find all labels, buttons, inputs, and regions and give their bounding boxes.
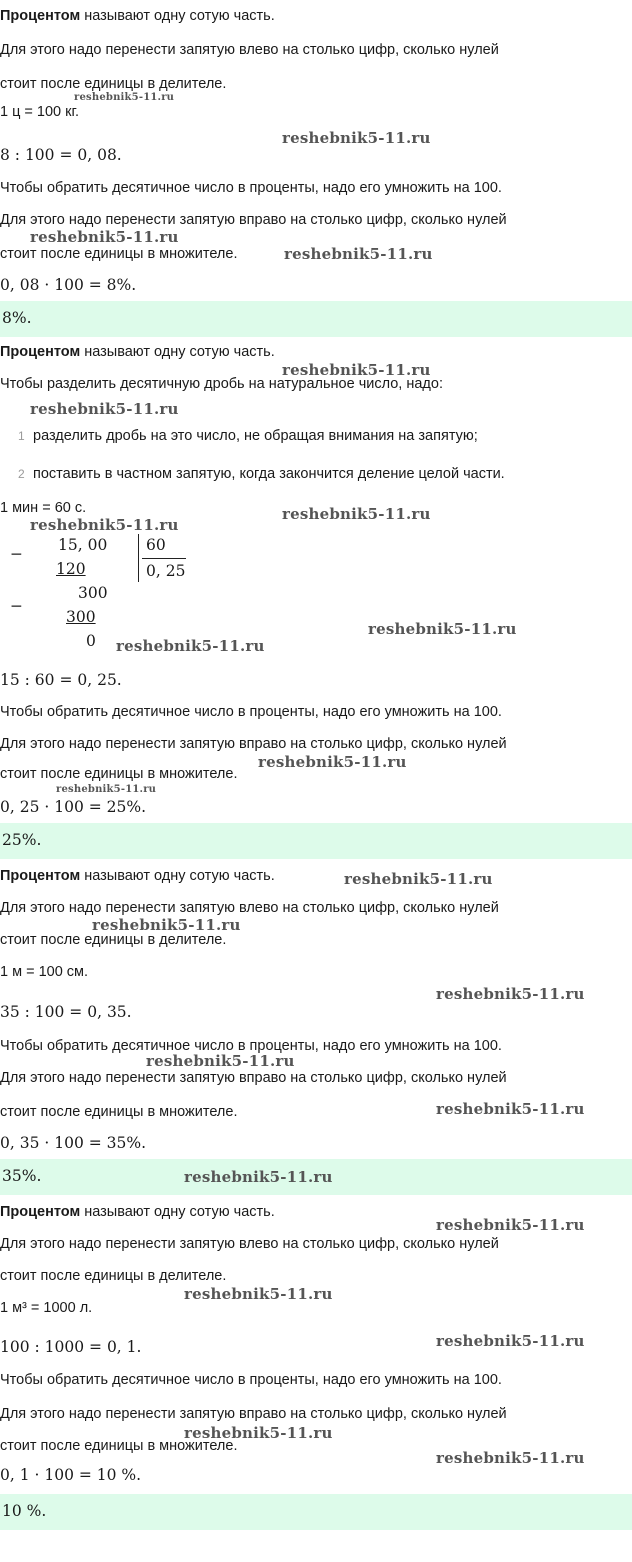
watermark: reshebnik5-11.ru xyxy=(184,1285,333,1303)
watermark: reshebnik5-11.ru xyxy=(282,361,431,379)
definition xyxy=(0,1204,275,1221)
answer-text: 35%. xyxy=(2,1167,42,1185)
watermark: reshebnik5-11.ru xyxy=(284,245,433,263)
watermark: reshebnik5-11.ru xyxy=(436,1332,585,1350)
list-number: 1 xyxy=(18,429,25,443)
watermark: reshebnik5-11.ru xyxy=(436,1449,585,1467)
watermark: reshebnik5-11.ru xyxy=(436,1100,585,1118)
text-line: стоит после единицы в множителе. xyxy=(0,1104,238,1120)
text-line: стоит после единицы в делителе. xyxy=(0,76,227,92)
math-equation: 8 : 100 = 0, 08. xyxy=(0,146,122,164)
text-line: стоит после единицы в делителе. xyxy=(0,1268,227,1284)
definition-text: называют одну сотую часть. xyxy=(80,344,275,360)
definition-text: называют одну сотую часть. xyxy=(80,868,275,884)
subtrahend: 120 xyxy=(56,560,86,578)
quotient: 0, 25 xyxy=(146,562,186,580)
division-bar-horizontal xyxy=(142,558,186,559)
definition-term: Процентом xyxy=(0,344,81,360)
list-number: 2 xyxy=(18,467,25,481)
minus-sign: − xyxy=(10,597,23,615)
math-equation: 0, 35 · 100 = 35%. xyxy=(0,1134,147,1152)
answer-text: 10 %. xyxy=(2,1502,47,1520)
math-equation: 0, 08 · 100 = 8%. xyxy=(0,276,137,294)
divisor: 60 xyxy=(146,536,166,554)
watermark: reshebnik5-11.ru xyxy=(368,620,517,638)
definition-term: Процентом xyxy=(0,1204,81,1220)
watermark: reshebnik5-11.ru xyxy=(30,228,179,246)
minus-sign: − xyxy=(10,545,23,563)
unit-conversion: 1 ц = 100 кг. xyxy=(0,104,80,120)
text-line: стоит после единицы в множителе. xyxy=(0,246,238,262)
watermark: reshebnik5-11.ru xyxy=(146,1052,295,1070)
text-line: Для этого надо перенести запятую вправо на столько цифр, сколько нулей xyxy=(0,212,507,228)
text-line: Для этого надо перенести запятую вправо на столько цифр, сколько нулей xyxy=(0,1406,507,1422)
watermark: reshebnik5-11.ru xyxy=(184,1168,333,1186)
definition xyxy=(0,344,275,361)
math-equation: 100 : 1000 = 0, 1. xyxy=(0,1338,142,1356)
unit-conversion: 1 м = 100 см. xyxy=(0,964,89,980)
list-item: разделить дробь на это число, не обращая внимания на запятую; xyxy=(33,428,478,444)
math-equation: 0, 25 · 100 = 25%. xyxy=(0,798,147,816)
math-equation: 35 : 100 = 0, 35. xyxy=(0,1003,132,1021)
watermark: reshebnik5-11.ru xyxy=(30,400,179,418)
division-bar-vertical xyxy=(138,534,139,582)
dividend: 15, 00 xyxy=(58,536,108,554)
watermark: reshebnik5-11.ru xyxy=(282,505,431,523)
text-line: Чтобы обратить десятичное число в проценты, надо его умножить на 100. xyxy=(0,1038,502,1054)
answer-box xyxy=(0,301,632,337)
text-line: Для этого надо перенести запятую влево на столько цифр, сколько нулей xyxy=(0,42,499,58)
final-remainder: 0 xyxy=(86,632,96,650)
watermark: reshebnik5-11.ru xyxy=(56,784,157,795)
watermark: reshebnik5-11.ru xyxy=(74,92,175,103)
watermark: reshebnik5-11.ru xyxy=(92,916,241,934)
definition-term: Процентом xyxy=(0,868,81,884)
remainder: 300 xyxy=(78,584,108,602)
subtrahend: 300 xyxy=(66,608,96,626)
list-item: поставить в частном запятую, когда закончится деление целой части. xyxy=(33,466,505,482)
watermark: reshebnik5-11.ru xyxy=(30,516,179,534)
math-equation: 0, 1 · 100 = 10 %. xyxy=(0,1466,142,1484)
text-line: Чтобы разделить десятичную дробь на натуральное число, надо: xyxy=(0,376,443,392)
answer-text: 25%. xyxy=(2,831,42,849)
watermark: reshebnik5-11.ru xyxy=(258,753,407,771)
text-line: стоит после единицы в множителе. xyxy=(0,766,238,782)
text-line: Для этого надо перенести запятую влево на столько цифр, сколько нулей xyxy=(0,900,499,916)
definition-text: называют одну сотую часть. xyxy=(80,8,275,24)
text-line: Чтобы обратить десятичное число в проценты, надо его умножить на 100. xyxy=(0,180,502,196)
text-line: стоит после единицы в множителе. xyxy=(0,1438,238,1454)
watermark: reshebnik5-11.ru xyxy=(184,1424,333,1442)
definition xyxy=(0,868,275,885)
watermark: reshebnik5-11.ru xyxy=(436,985,585,1003)
definition-term: Процентом xyxy=(0,8,81,24)
text-line: стоит после единицы в делителе. xyxy=(0,932,227,948)
answer-box xyxy=(0,1494,632,1530)
answer-text: 8%. xyxy=(2,309,32,327)
watermark: reshebnik5-11.ru xyxy=(282,129,431,147)
watermark: reshebnik5-11.ru xyxy=(344,870,493,888)
answer-box xyxy=(0,823,632,859)
watermark: reshebnik5-11.ru xyxy=(436,1216,585,1234)
text-line: Для этого надо перенести запятую влево на столько цифр, сколько нулей xyxy=(0,1236,499,1252)
text-line: Чтобы обратить десятичное число в проценты, надо его умножить на 100. xyxy=(0,1372,502,1388)
text-line: Чтобы обратить десятичное число в проценты, надо его умножить на 100. xyxy=(0,704,502,720)
math-equation: 15 : 60 = 0, 25. xyxy=(0,671,122,689)
definition xyxy=(0,8,275,25)
text-line: Для этого надо перенести запятую вправо на столько цифр, сколько нулей xyxy=(0,1070,507,1086)
watermark: reshebnik5-11.ru xyxy=(116,637,265,655)
definition-text: называют одну сотую часть. xyxy=(80,1204,275,1220)
text-line: Для этого надо перенести запятую вправо на столько цифр, сколько нулей xyxy=(0,736,507,752)
unit-conversion: 1 м³ = 1000 л. xyxy=(0,1300,93,1316)
unit-conversion: 1 мин = 60 с. xyxy=(0,500,87,516)
